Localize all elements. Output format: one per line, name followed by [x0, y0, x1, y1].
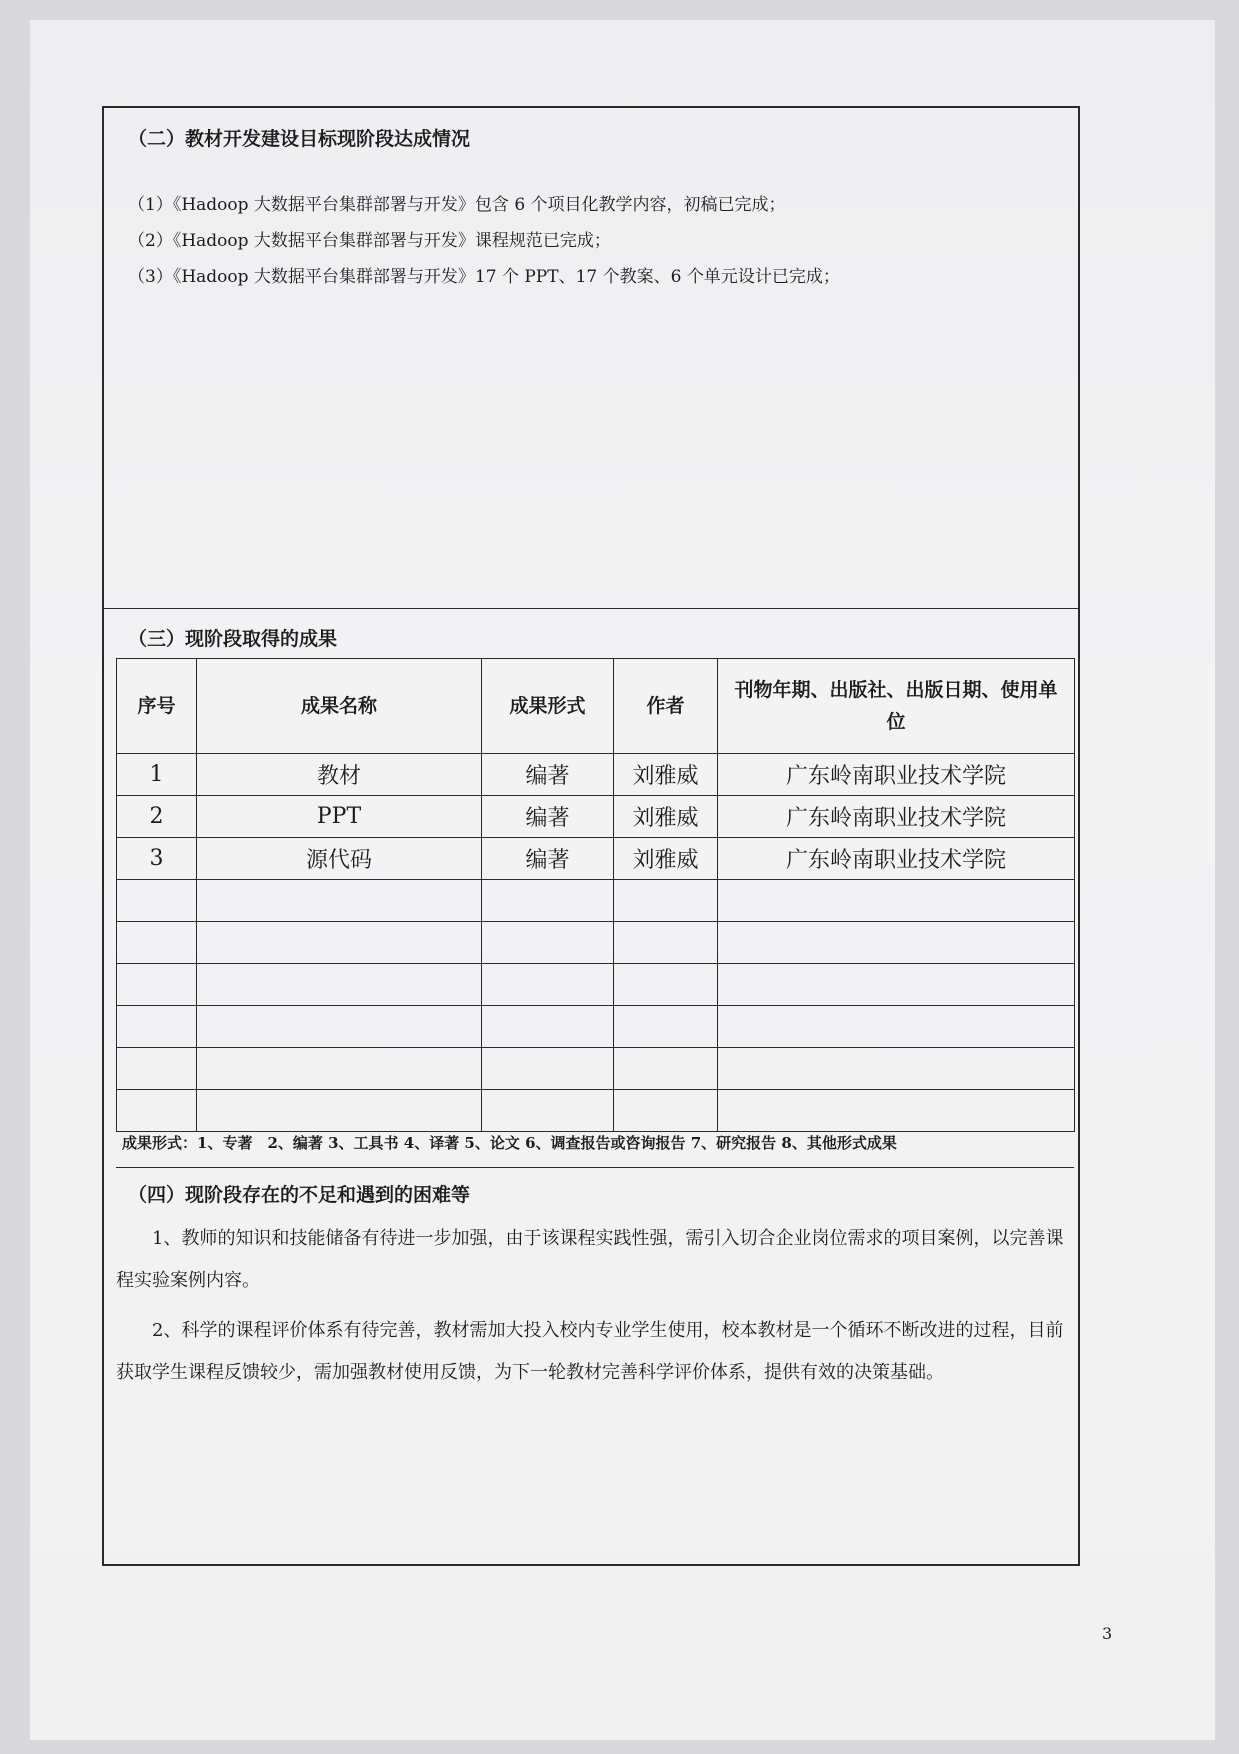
section-2-title: （二）教材开发建设目标现阶段达成情况 — [128, 128, 471, 150]
section-3-title: （三）现阶段取得的成果 — [128, 628, 338, 650]
empty-row — [117, 1048, 1075, 1090]
empty-row — [117, 964, 1075, 1006]
page-number: 3 — [1102, 1624, 1113, 1643]
achievement-form-note: 成果形式：1、专著 2、编著 3、工具书 4、译著 5、论文 6、调查报告或咨询报告 7、研究报告 8、其他形式成果 — [116, 1118, 1074, 1168]
cell-unit: 广东岭南职业技术学院 — [718, 754, 1075, 796]
header-author: 作者 — [614, 659, 718, 754]
cell-author: 刘雅威 — [614, 838, 718, 880]
cell-unit: 广东岭南职业技术学院 — [718, 796, 1075, 838]
cell-name: PPT — [197, 796, 482, 838]
cell-author: 刘雅威 — [614, 796, 718, 838]
header-name: 成果名称 — [197, 659, 482, 754]
difficulty-paragraph: 1、教师的知识和技能储备有待进一步加强，由于该课程实践性强，需引入切合企业岗位需求的项目案例，以完善课程实验案例内容。 — [116, 1228, 1064, 1291]
table-row — [117, 838, 1075, 880]
form-frame — [102, 106, 1080, 1566]
cell-name: 源代码 — [197, 838, 482, 880]
goal-item: （1）《Hadoop 大数据平台集群部署与开发》包含 6 个项目化教学内容，初稿已完成； — [128, 195, 786, 215]
table-header-row — [117, 659, 1075, 754]
goal-item: （2）《Hadoop 大数据平台集群部署与开发》课程规范已完成； — [128, 231, 611, 251]
cell-form: 编著 — [482, 796, 614, 838]
header-index: 序号 — [117, 659, 197, 754]
empty-row — [117, 880, 1075, 922]
goal-item: （3）《Hadoop 大数据平台集群部署与开发》17 个 PPT、17 个教案、6 个单元设计已完成； — [128, 267, 840, 287]
cell-index: 1 — [117, 754, 197, 796]
cell-index: 3 — [117, 838, 197, 880]
table-row — [117, 796, 1075, 838]
cell-unit: 广东岭南职业技术学院 — [718, 838, 1075, 880]
cell-name: 教材 — [197, 754, 482, 796]
difficulty-paragraph: 2、科学的课程评价体系有待完善，教材需加大投入校内专业学生使用，校本教材是一个循环不断改进的过程，目前获取学生课程反馈较少，需加强教材使用反馈，为下一轮教材完善科学评价体系，提供有效的决策基础。 — [116, 1320, 1064, 1383]
document-page — [30, 20, 1215, 1740]
cell-index: 2 — [117, 796, 197, 838]
cell-form: 编著 — [482, 754, 614, 796]
cell-form: 编著 — [482, 838, 614, 880]
empty-row — [117, 1006, 1075, 1048]
goal-achievement-section — [104, 108, 1078, 609]
table-row — [117, 754, 1075, 796]
header-publication: 刊物年期、出版社、出版日期、使用单位 — [718, 659, 1075, 754]
achievements-table — [116, 658, 1075, 1132]
cell-author: 刘雅威 — [614, 754, 718, 796]
header-form: 成果形式 — [482, 659, 614, 754]
achievements-section — [104, 608, 1078, 1128]
section-4-title: （四）现阶段存在的不足和遇到的困难等 — [128, 1184, 471, 1206]
empty-row — [117, 922, 1075, 964]
